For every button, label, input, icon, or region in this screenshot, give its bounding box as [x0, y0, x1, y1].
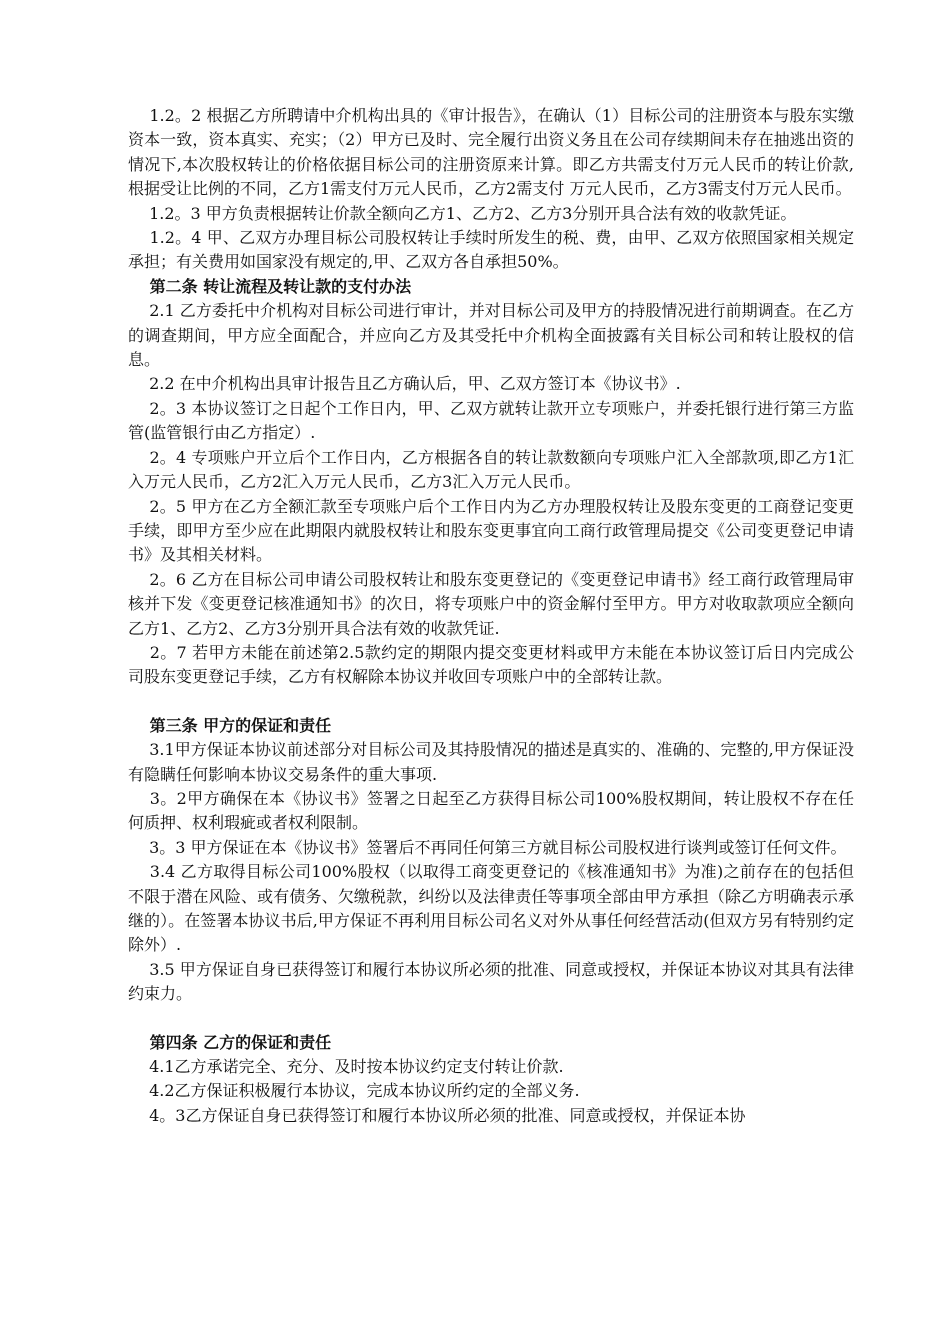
clause-2-2: 2.2 在中介机构出具审计报告且乙方确认后，甲、乙双方签订本《协议书》.	[128, 374, 681, 394]
document-body	[128, 104, 854, 1128]
clause-2-4: 2。4 专项账户开立后个工作日内，乙方根据各自的转让款数额向专项账户汇入全部款项,即乙方1汇入万元人民币，乙方2汇入万元人民币，乙方3汇入万元人民币。	[128, 447, 854, 492]
clause-4-3: 4。3乙方保证自身已获得签订和履行本协议所必须的批准、同意或授权，并保证本协	[128, 1105, 746, 1125]
section-gap	[128, 690, 854, 714]
clause-2-5: 2。5 甲方在乙方全额汇款至专项账户后个工作日内为乙方办理股权转让及股东变更的工商登记变更手续，即甲方至少应在此期限内就股权转让和股东变更事宜向工商行政管理局提交《公司变更登记申请书》及其相关材料。	[128, 496, 854, 565]
clause-4-1: 4.1乙方承诺完全、充分、及时按本协议约定支付转让价款.	[128, 1057, 564, 1077]
section-4-heading: 第四条 乙方的保证和责任	[128, 1032, 332, 1052]
section-3-heading: 第三条 甲方的保证和责任	[128, 715, 332, 735]
clause-3-2: 3。2甲方确保在本《协议书》签署之日起至乙方获得目标公司100%股权期间，转让股权不存在任何质押、权利瑕疵或者权利限制。	[128, 788, 854, 833]
clause-3-5: 3.5 甲方保证自身已获得签订和履行本协议所必须的批准、同意或授权，并保证本协议对其具有法律约束力。	[128, 959, 854, 1004]
clause-3-3: 3。3 甲方保证在本《协议书》签署后不再同任何第三方就目标公司股权进行谈判或签订任何文件。	[128, 837, 847, 857]
clause-3-4: 3.4 乙方取得目标公司100%股权（以取得工商变更登记的《核准通知书》为准)之前存在的包括但不限于潜在风险、或有债务、欠缴税款，纠纷以及法律责任等事项全部由甲方承担（除乙方明确表示承继的）。在签署本协议书后,甲方保证不再利用目标公司名义对外从事任何经营活动(但双方另有特别约定除外）.	[128, 862, 854, 955]
section-gap	[128, 1007, 854, 1031]
clause-2-1: 2.1 乙方委托中介机构对目标公司进行审计，并对目标公司及甲方的持股情况进行前期调查。在乙方的调查期间，甲方应全面配合，并应向乙方及其受托中介机构全面披露有关目标公司和转让股权的信息。	[128, 301, 854, 370]
clause-1-2-2: 1.2。2 根据乙方所聘请中介机构出具的《审计报告》，在确认（1）目标公司的注册资本与股东实缴资本一致，资本真实、充实；（2）甲方已及时、完全履行出资义务且在公司存续期间未存在抽逃出资的情况下,本次股权转让的价格依据目标公司的注册资原来计算。即乙方共需支付万元人民币的转让价款,根据受让比例的不同，乙方1需支付万元人民币，乙方2需支付 万元人民币，乙方3需支付万元人民币。	[128, 106, 854, 199]
clause-2-3: 2。3 本协议签订之日起个工作日内，甲、乙双方就转让款开立专项账户，并委托银行进行第三方监管(监管银行由乙方指定）.	[128, 398, 854, 443]
clause-2-6: 2。6 乙方在目标公司申请公司股权转让和股东变更登记的《变更登记申请书》经工商行政管理局审核并下发《变更登记核准通知书》的次日，将专项账户中的资金解付至甲方。甲方对收取款项应全额向乙方1、乙方2、乙方3分别开具合法有效的收款凭证.	[128, 569, 854, 638]
section-2-heading: 第二条 转让流程及转让款的支付办法	[128, 276, 412, 296]
clause-1-2-3: 1.2。3 甲方负责根据转让价款全额向乙方1、乙方2、乙方3分别开具合法有效的收款凭证。	[128, 203, 797, 223]
clause-3-1: 3.1甲方保证本协议前述部分对目标公司及其持股情况的描述是真实的、准确的、完整的,甲方保证没有隐瞒任何影响本协议交易条件的重大事项.	[128, 740, 854, 784]
clause-1-2-4: 1.2。4 甲、乙双方办理目标公司股权转让手续时所发生的税、费，由甲、乙双方依照国家相关规定承担；有关费用如国家没有规定的,甲、乙双方各自承担50%。	[128, 228, 854, 272]
clause-4-2: 4.2乙方保证积极履行本协议，完成本协议所约定的全部义务.	[128, 1081, 580, 1101]
clause-2-7: 2。7 若甲方未能在前述第2.5款约定的期限内提交变更材料或甲方未能在本协议签订后日内完成公司股东变更登记手续，乙方有权解除本协议并收回专项账户中的全部转让款。	[128, 642, 854, 687]
